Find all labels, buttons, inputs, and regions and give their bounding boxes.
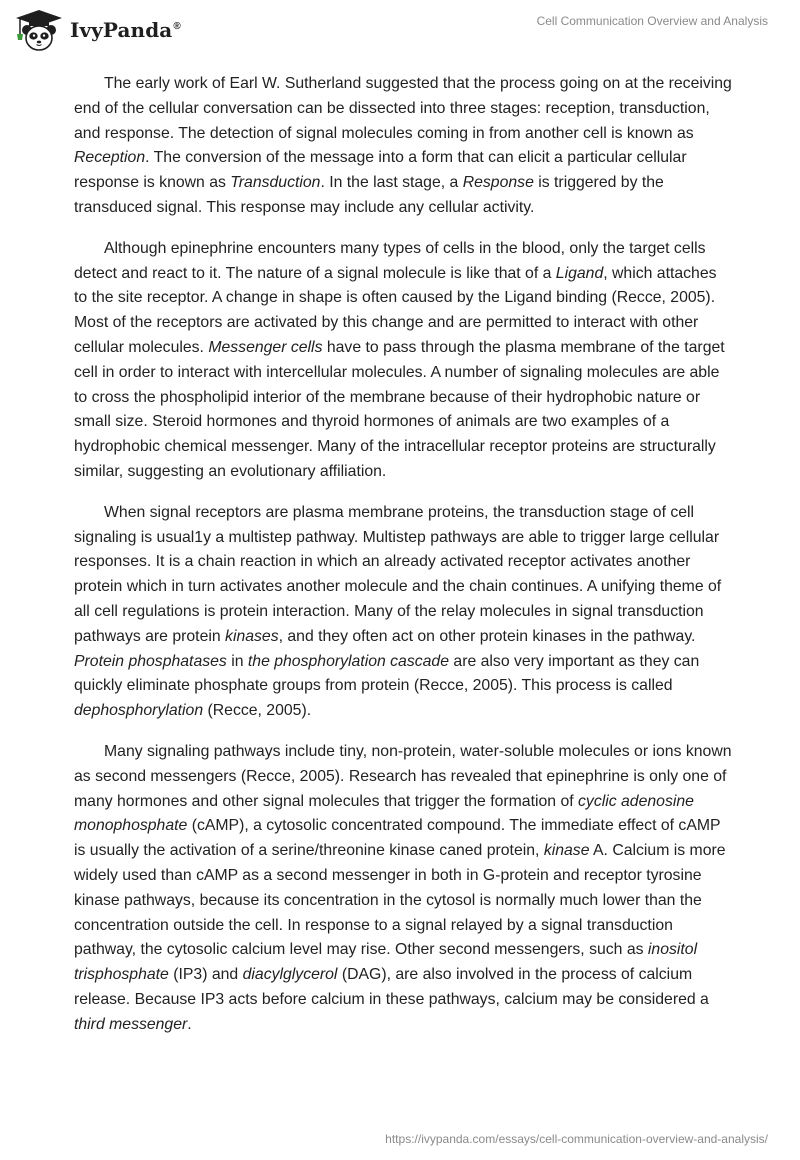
panda-graduate-icon <box>14 8 64 52</box>
paragraph-text: The early work of Earl W. Sutherland suggested that the process going on at the receiving end of the cellular conversation can be dissected into three stages: reception, transduction, and response. The detection of signal molecules coming in from another cell is known as <box>74 75 732 142</box>
body-paragraph <box>74 237 734 485</box>
paragraph-text: (IP3) and <box>168 966 243 984</box>
italic-term: cyclic adenosine monophosphate <box>74 792 694 835</box>
paragraph-text: . <box>187 1015 192 1033</box>
page-header <box>0 0 800 60</box>
paragraph-text: in <box>226 652 248 670</box>
italic-term: kinases <box>225 627 279 645</box>
paragraph-text: are also very important as they can quickly eliminate phosphate groups from protein (Recce, 2005). This process is called <box>74 652 700 695</box>
paragraph-text: have to pass through the plasma membrane of the target cell in order to interact with intercellular molecules. A number of signaling molecules are able to cross the phospholipid interior of the membrane because of their hydrophobic nature or small size. Steroid hormones and thyroid hormones of animals are two examples of a hydrophobic chemical messenger. Many of the intracellular receptor proteins are structurally similar, suggesting an evolutionary affiliation. <box>74 338 725 480</box>
paragraph-text: . The conversion of the message into a form that can elicit a particular cellular response is known as <box>74 149 687 192</box>
italic-term: dephosphorylation <box>74 702 204 720</box>
italic-term: kinase <box>543 842 590 860</box>
paragraph-text: (cAMP), a cytosolic concentrated compound. The immediate effect of cAMP is usually the activation of a serine/threonine kinase caned protein, <box>74 817 721 860</box>
italic-term: inositol trisphosphate <box>74 941 698 984</box>
paragraph-text: (DAG), are also involved in the process of calcium release. Because IP3 acts before calcium in these pathways, calcium may be considered a <box>74 966 709 1008</box>
paragraph-text: is triggered by the transduced signal. This response may include any cellular activity. <box>74 174 664 216</box>
italic-term: Ligand <box>555 264 604 282</box>
body-paragraph <box>74 72 734 221</box>
brand-name: IvyPanda® <box>70 18 181 42</box>
paragraph-text: , which attaches to the site receptor. A change in shape is often caused by the Ligand binding (Recce, 2005). Most of the receptors are activated by this change and are permitted to interact with other cellular molecules. <box>74 264 717 356</box>
paragraph-text: A. Calcium is more widely used than cAMP as a second messenger in both in G-protein and receptor tyrosine kinase pathways, because its concentration in the cytosol is normally much lower than the concentration outside the cell. In response to a signal relayed by a signal transduction pathway, the cytosolic calcium level may rise. Other second messengers, such as <box>74 842 726 959</box>
italic-term: the phosphorylation cascade <box>247 652 450 670</box>
source-url[interactable]: https://ivypanda.com/essays/cell-communication-overview-and-analysis/ <box>385 1132 768 1146</box>
italic-term: Response <box>462 174 534 192</box>
paragraph-text: (Recce, 2005). <box>203 702 312 720</box>
body-paragraph <box>74 501 734 724</box>
italic-term: diacylglycerol <box>242 966 338 984</box>
document-title: Cell Communication Overview and Analysis <box>536 14 768 28</box>
italic-term: Messenger cells <box>208 338 323 356</box>
italic-term: Reception <box>74 149 146 167</box>
italic-term: third messenger <box>74 1015 188 1033</box>
italic-term: Transduction <box>230 174 321 192</box>
body-paragraph <box>74 740 734 1038</box>
essay-body <box>74 72 734 1053</box>
italic-term: Protein phosphatases <box>74 652 227 670</box>
paragraph-text: . In the last stage, a <box>320 174 463 192</box>
paragraph-text: Many signaling pathways include tiny, non-protein, water-soluble molecules or ions known as second messengers (Recce, 2005). Research has revealed that epinephrine is only one of many hormones and other signal molecules that trigger the formation of <box>74 742 732 810</box>
paragraph-text: Although epinephrine encounters many types of cells in the blood, only the target cells detect and react to it. The nature of a signal molecule is like that of a <box>74 239 706 282</box>
paragraph-text: When signal receptors are plasma membrane proteins, the transduction stage of cell signaling is usual1y a multistep pathway. Multistep pathways are able to trigger large cellular responses. It is a chain reaction in which an already activated receptor activates another protein which in turn activates another molecule and the chain continues. A unifying theme of all cell regulations is protein interaction. Many of the relay molecules in signal transduction pathways are protein <box>74 503 722 645</box>
paragraph-text: , and they often act on other protein kinases in the pathway. <box>278 627 696 645</box>
ivypanda-logo[interactable] <box>14 8 181 52</box>
